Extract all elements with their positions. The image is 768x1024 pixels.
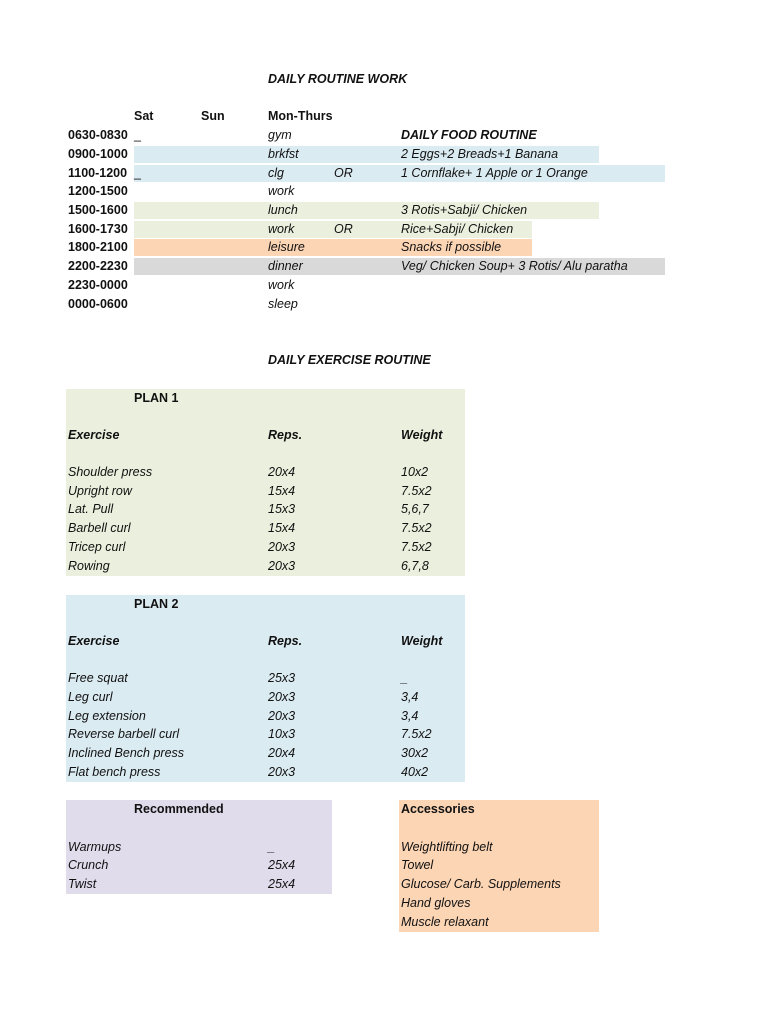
weight-cell: _ bbox=[401, 671, 408, 685]
exercise-title: DAILY EXERCISE ROUTINE bbox=[268, 353, 431, 367]
exercise-cell: Tricep curl bbox=[68, 540, 126, 554]
plan1-row bbox=[0, 464, 768, 483]
plan2-row bbox=[0, 764, 768, 783]
plan2-title: PLAN 2 bbox=[134, 597, 179, 611]
plan1-header-weight: Weight bbox=[401, 428, 443, 442]
sat-cell: _ bbox=[134, 166, 141, 180]
reps-cell: _ bbox=[268, 840, 275, 854]
time-cell: 0900-1000 bbox=[68, 147, 128, 161]
schedule-row bbox=[0, 182, 768, 201]
exercise-cell: Leg extension bbox=[68, 709, 146, 723]
reps-cell: 20x4 bbox=[268, 746, 296, 760]
exercise-cell: Warmups bbox=[68, 840, 122, 854]
exercise-cell: Inclined Bench press bbox=[68, 746, 185, 760]
weight-cell: 7.5x2 bbox=[401, 521, 432, 535]
accessory-item: Weightlifting belt bbox=[401, 840, 493, 854]
or-cell: OR bbox=[334, 166, 353, 180]
recommended-row bbox=[0, 839, 768, 858]
plan1-header-exercise: Exercise bbox=[68, 428, 120, 442]
reps-cell: 20x3 bbox=[268, 559, 296, 573]
food-routine-title: DAILY FOOD ROUTINE bbox=[401, 128, 537, 142]
time-cell: 0630-0830 bbox=[68, 128, 128, 142]
activity-cell: dinner bbox=[268, 259, 303, 273]
reps-cell: 20x3 bbox=[268, 765, 296, 779]
exercise-cell: Barbell curl bbox=[68, 521, 131, 535]
plan2-row bbox=[0, 726, 768, 745]
reps-cell: 25x4 bbox=[268, 858, 296, 872]
plan2-header-exercise: Exercise bbox=[68, 634, 120, 648]
time-cell: 1500-1600 bbox=[68, 203, 128, 217]
time-cell: 1100-1200 bbox=[68, 166, 128, 180]
plan1-header-reps: Reps. bbox=[268, 428, 303, 442]
exercise-cell: Reverse barbell curl bbox=[68, 727, 180, 741]
schedule-row bbox=[0, 145, 768, 164]
weight-cell: 7.5x2 bbox=[401, 540, 432, 554]
plan2-row bbox=[0, 708, 768, 727]
plan1-row bbox=[0, 483, 768, 502]
schedule-row bbox=[0, 126, 768, 145]
plan2-row bbox=[0, 689, 768, 708]
food-cell: Rice+Sabji/ Chicken bbox=[401, 222, 514, 236]
schedule-row bbox=[0, 238, 768, 257]
weight-cell: 3,4 bbox=[401, 709, 419, 723]
plan1-row bbox=[0, 539, 768, 558]
weight-cell: 7.5x2 bbox=[401, 727, 432, 741]
schedule-row bbox=[0, 295, 768, 314]
activity-cell: clg bbox=[268, 166, 284, 180]
reps-cell: 15x4 bbox=[268, 484, 296, 498]
activity-cell: leisure bbox=[268, 240, 305, 254]
plan2-header-reps: Reps. bbox=[268, 634, 303, 648]
time-cell: 1800-2100 bbox=[68, 240, 128, 254]
header-mon-thurs: Mon-Thurs bbox=[268, 109, 333, 123]
time-cell: 2200-2230 bbox=[68, 259, 128, 273]
weight-cell: 40x2 bbox=[401, 765, 429, 779]
exercise-cell: Rowing bbox=[68, 559, 110, 573]
schedule-row bbox=[0, 201, 768, 220]
exercise-cell: Upright row bbox=[68, 484, 132, 498]
exercise-cell: Crunch bbox=[68, 858, 109, 872]
food-cell: 1 Cornflake+ 1 Apple or 1 Orange bbox=[401, 166, 588, 180]
schedule-row bbox=[0, 276, 768, 295]
schedule-row bbox=[0, 257, 768, 276]
header-sat: Sat bbox=[134, 109, 154, 123]
plan2-row bbox=[0, 745, 768, 764]
exercise-cell: Lat. Pull bbox=[68, 502, 114, 516]
time-cell: 2230-0000 bbox=[68, 278, 128, 292]
weight-cell: 6,7,8 bbox=[401, 559, 429, 573]
header-sun: Sun bbox=[201, 109, 225, 123]
reps-cell: 20x3 bbox=[268, 690, 296, 704]
activity-cell: gym bbox=[268, 128, 292, 142]
exercise-cell: Free squat bbox=[68, 671, 128, 685]
accessory-item: Glucose/ Carb. Supplements bbox=[401, 877, 561, 891]
plan2-header-weight: Weight bbox=[401, 634, 443, 648]
plan1-row bbox=[0, 558, 768, 577]
exercise-cell: Flat bench press bbox=[68, 765, 161, 779]
activity-cell: work bbox=[268, 222, 295, 236]
activity-cell: sleep bbox=[268, 297, 298, 311]
exercise-cell: Shoulder press bbox=[68, 465, 153, 479]
time-cell: 1600-1730 bbox=[68, 222, 128, 236]
weight-cell: 7.5x2 bbox=[401, 484, 432, 498]
weight-cell: 5,6,7 bbox=[401, 502, 429, 516]
accessory-item: Muscle relaxant bbox=[401, 915, 489, 929]
activity-cell: work bbox=[268, 278, 295, 292]
exercise-cell: Leg curl bbox=[68, 690, 113, 704]
reps-cell: 15x3 bbox=[268, 502, 296, 516]
recommended-title: Recommended bbox=[134, 802, 224, 816]
or-cell: OR bbox=[334, 222, 353, 236]
plan2-row bbox=[0, 670, 768, 689]
reps-cell: 10x3 bbox=[268, 727, 296, 741]
reps-cell: 20x4 bbox=[268, 465, 296, 479]
schedule-row bbox=[0, 220, 768, 239]
plan1-row bbox=[0, 501, 768, 520]
accessory-item: Hand gloves bbox=[401, 896, 471, 910]
time-cell: 0000-0600 bbox=[68, 297, 128, 311]
activity-cell: work bbox=[268, 184, 295, 198]
plan1-row bbox=[0, 520, 768, 539]
routine-title: DAILY ROUTINE WORK bbox=[268, 72, 408, 86]
schedule-row bbox=[0, 164, 768, 183]
sat-cell: _ bbox=[134, 128, 141, 142]
plan1-title: PLAN 1 bbox=[134, 391, 179, 405]
reps-cell: 25x3 bbox=[268, 671, 296, 685]
reps-cell: 20x3 bbox=[268, 709, 296, 723]
accessories-title: Accessories bbox=[401, 802, 475, 816]
food-cell: Veg/ Chicken Soup+ 3 Rotis/ Alu paratha bbox=[401, 259, 628, 273]
activity-cell: lunch bbox=[268, 203, 298, 217]
reps-cell: 15x4 bbox=[268, 521, 296, 535]
weight-cell: 30x2 bbox=[401, 746, 429, 760]
food-cell: 2 Eggs+2 Breads+1 Banana bbox=[401, 147, 559, 161]
weight-cell: 10x2 bbox=[401, 465, 429, 479]
accessory-item: Towel bbox=[401, 858, 434, 872]
food-cell: Snacks if possible bbox=[401, 240, 502, 254]
recommended-row bbox=[0, 876, 768, 895]
weight-cell: 3,4 bbox=[401, 690, 419, 704]
reps-cell: 25x4 bbox=[268, 877, 296, 891]
time-cell: 1200-1500 bbox=[68, 184, 128, 198]
activity-cell: brkfst bbox=[268, 147, 299, 161]
food-cell: 3 Rotis+Sabji/ Chicken bbox=[401, 203, 528, 217]
recommended-row bbox=[0, 857, 768, 876]
reps-cell: 20x3 bbox=[268, 540, 296, 554]
exercise-cell: Twist bbox=[68, 877, 97, 891]
